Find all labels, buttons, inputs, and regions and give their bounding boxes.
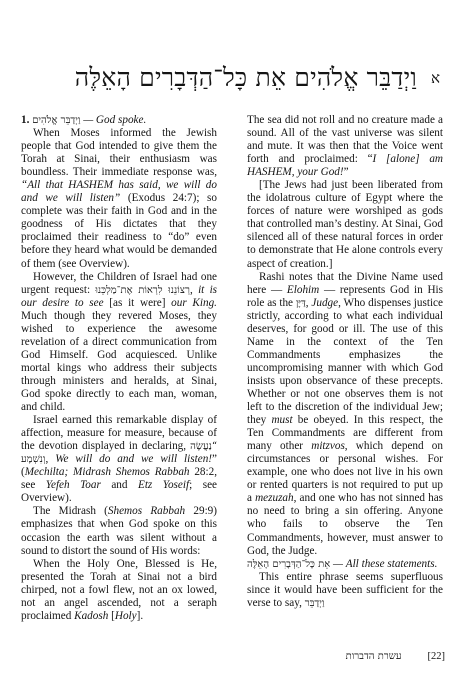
verse-header xyxy=(20,58,440,98)
paragraph: Rashi notes that the Divine Name used here — Elohim — represents God in His role as the דַּיָּן, Judge, Who dispenses justice strictly, according to what each individual deserves, for good or ill. The use of this Name in the context of the Ten Commandments emphasizes the uncompromising manner with which God insists upon observance of these precepts. Whether or not one observes them is not left to the discretion of the individual Jew; they must be obeyed. In this respect, the Ten Commandments are different from many other mitzvos, which depend on circumstances or personal wishes. For example, one who does not live in his own or rented quarters is not required to put up a mezuzah, and one who has not sinned has no need to bring a sin offering. Anyone who fails to observe the Ten Commandments, however, must answer to God, the Judge. xyxy=(247,270,444,557)
paragraph: [The Jews had just been liberated from the idolatrous culture of Egypt where the forces of nature were worshiped as gods that controlled man’s destiny. At Sinai, God silenced all of these natural forces in order to demonstrate that He alone controls every aspect of creation.] xyxy=(247,179,443,270)
page-footer xyxy=(245,648,445,664)
paragraph: When Moses informed the Jewish people that God intended to give them the Torah at Sinai, their enthusiasm was boundless. Their immediate response was, “All that HASHEM has said, we will do and we will listen” (Exodus 24:7); so complete was their faith in God and in the goodness of His dictates that they proclaimed their readiness to “do” even before they heard what would be demanded of them (see Overview). xyxy=(21,127,217,270)
paragraph: Israel earned this remarkable display of affection, measure for measure, because of the devotion displayed in declaring, “נַעֲשֶׂה וְנִשְׁמָע, We will do and we will listen!” (Mechilta; Midrash Shemos Rabbah 28:2, see Yefeh Toar and Etz Yoseif; see Overview). xyxy=(21,414,217,505)
commentary-right-column xyxy=(247,114,443,610)
running-title: עשרת הדברות xyxy=(345,650,402,662)
verse-number: א xyxy=(430,68,440,87)
commentary-heading-1: 1. וַיְדַבֵּר אֱלֹהִים — God spoke. xyxy=(21,114,147,126)
paragraph: The sea did not roll and no creature made a sound. All of the vast universe was silent and mute. It was then that the Voice went forth and proclaimed: “I [alone] am HASHEM, your God!” xyxy=(247,114,444,179)
commentary-left-column xyxy=(21,114,217,623)
commentary-heading-2: אֵת כָּל־הַדְּבָרִים הָאֵלֶּה — All these statements. xyxy=(247,557,438,570)
paragraph: This entire phrase seems superfluous since it would have been sufficient for the verse to say, וַיְדַבֵּר xyxy=(247,570,443,609)
paragraph: However, the Children of Israel had one urgent request: רְצוֹנֵנוּ לִרְאוֹת אֶת־מַלְכֵּנוּ, it is our desire to see [as it were] our King. Much though they revered Moses, they wished to experience the awesome revelation of a direct communication from God Himself. God acquiesced. Unlike mortal kings who address their subjects through ministers and heralds, at Sinai, God spoke directly to each man, woman, and child. xyxy=(21,270,218,414)
paragraph: When the Holy One, Blessed is He, presented the Torah at Sinai not a bird chirped, not a fowl flew, not an ox lowed, not an angel ascended, not a seraph proclaimed Kadosh [Holy]. xyxy=(21,557,217,622)
page-number: [22] xyxy=(427,650,445,662)
verse-text: וַיְדַבֵּר אֱלֹהִים אֵת כָּל־הַדְּבָרִים הָאֵלֶּה xyxy=(74,63,417,92)
paragraph: The Midrash (Shemos Rabbah 29:9) emphasizes that when God spoke on this occasion the earth was silent without a sound to distort the sound of His words: xyxy=(21,505,217,557)
